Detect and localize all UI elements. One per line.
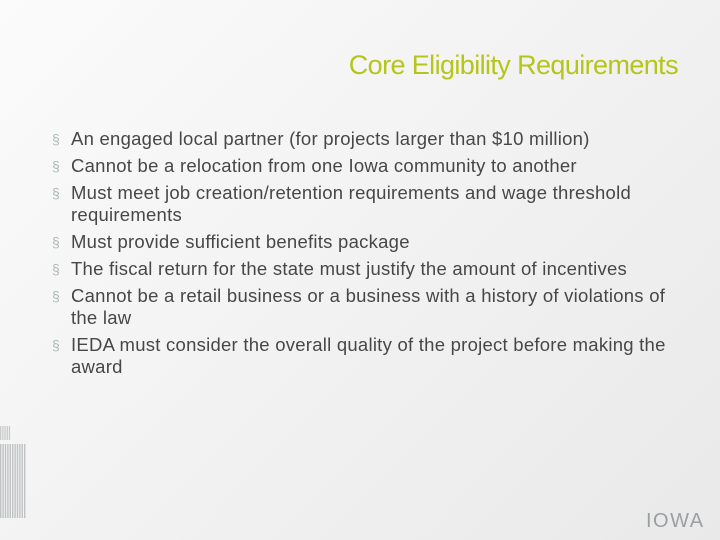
bullet-list bbox=[52, 128, 692, 383]
bullet-text: Cannot be a relocation from one Iowa community to another bbox=[71, 155, 577, 176]
bullet-text: The fiscal return for the state must justify the amount of incentives bbox=[71, 258, 628, 279]
bullet-item bbox=[52, 155, 692, 177]
bullet-marker-icon: § bbox=[52, 131, 61, 147]
bullet-text: Must meet job creation/retention requirements and wage threshold requirements bbox=[71, 182, 631, 225]
bullet-marker-icon: § bbox=[52, 185, 61, 201]
bullet-item bbox=[52, 182, 692, 226]
bullet-item bbox=[52, 285, 692, 329]
bullet-item bbox=[52, 258, 692, 280]
bullet-item bbox=[52, 128, 692, 150]
bullet-marker-icon: § bbox=[52, 234, 61, 250]
bullet-text: IEDA must consider the overall quality of the project before making the award bbox=[71, 334, 666, 377]
barcode-decoration-icon bbox=[0, 418, 28, 522]
bullet-text: Cannot be a retail business or a business with a history of violations of the law bbox=[71, 285, 666, 328]
bullet-marker-icon: § bbox=[52, 158, 61, 174]
bullet-marker-icon: § bbox=[52, 261, 61, 277]
bullet-marker-icon: § bbox=[52, 337, 61, 353]
iowa-logo bbox=[646, 506, 708, 532]
bullet-text: An engaged local partner (for projects larger than $10 million) bbox=[71, 128, 590, 149]
slide-title: Core Eligibility Requirements bbox=[348, 50, 678, 80]
bullet-item bbox=[52, 334, 692, 378]
logo-label: IOWA bbox=[646, 510, 705, 532]
bullet-item bbox=[52, 231, 692, 253]
bullet-text: Must provide sufficient benefits package bbox=[71, 231, 410, 252]
bullet-marker-icon: § bbox=[52, 288, 61, 304]
